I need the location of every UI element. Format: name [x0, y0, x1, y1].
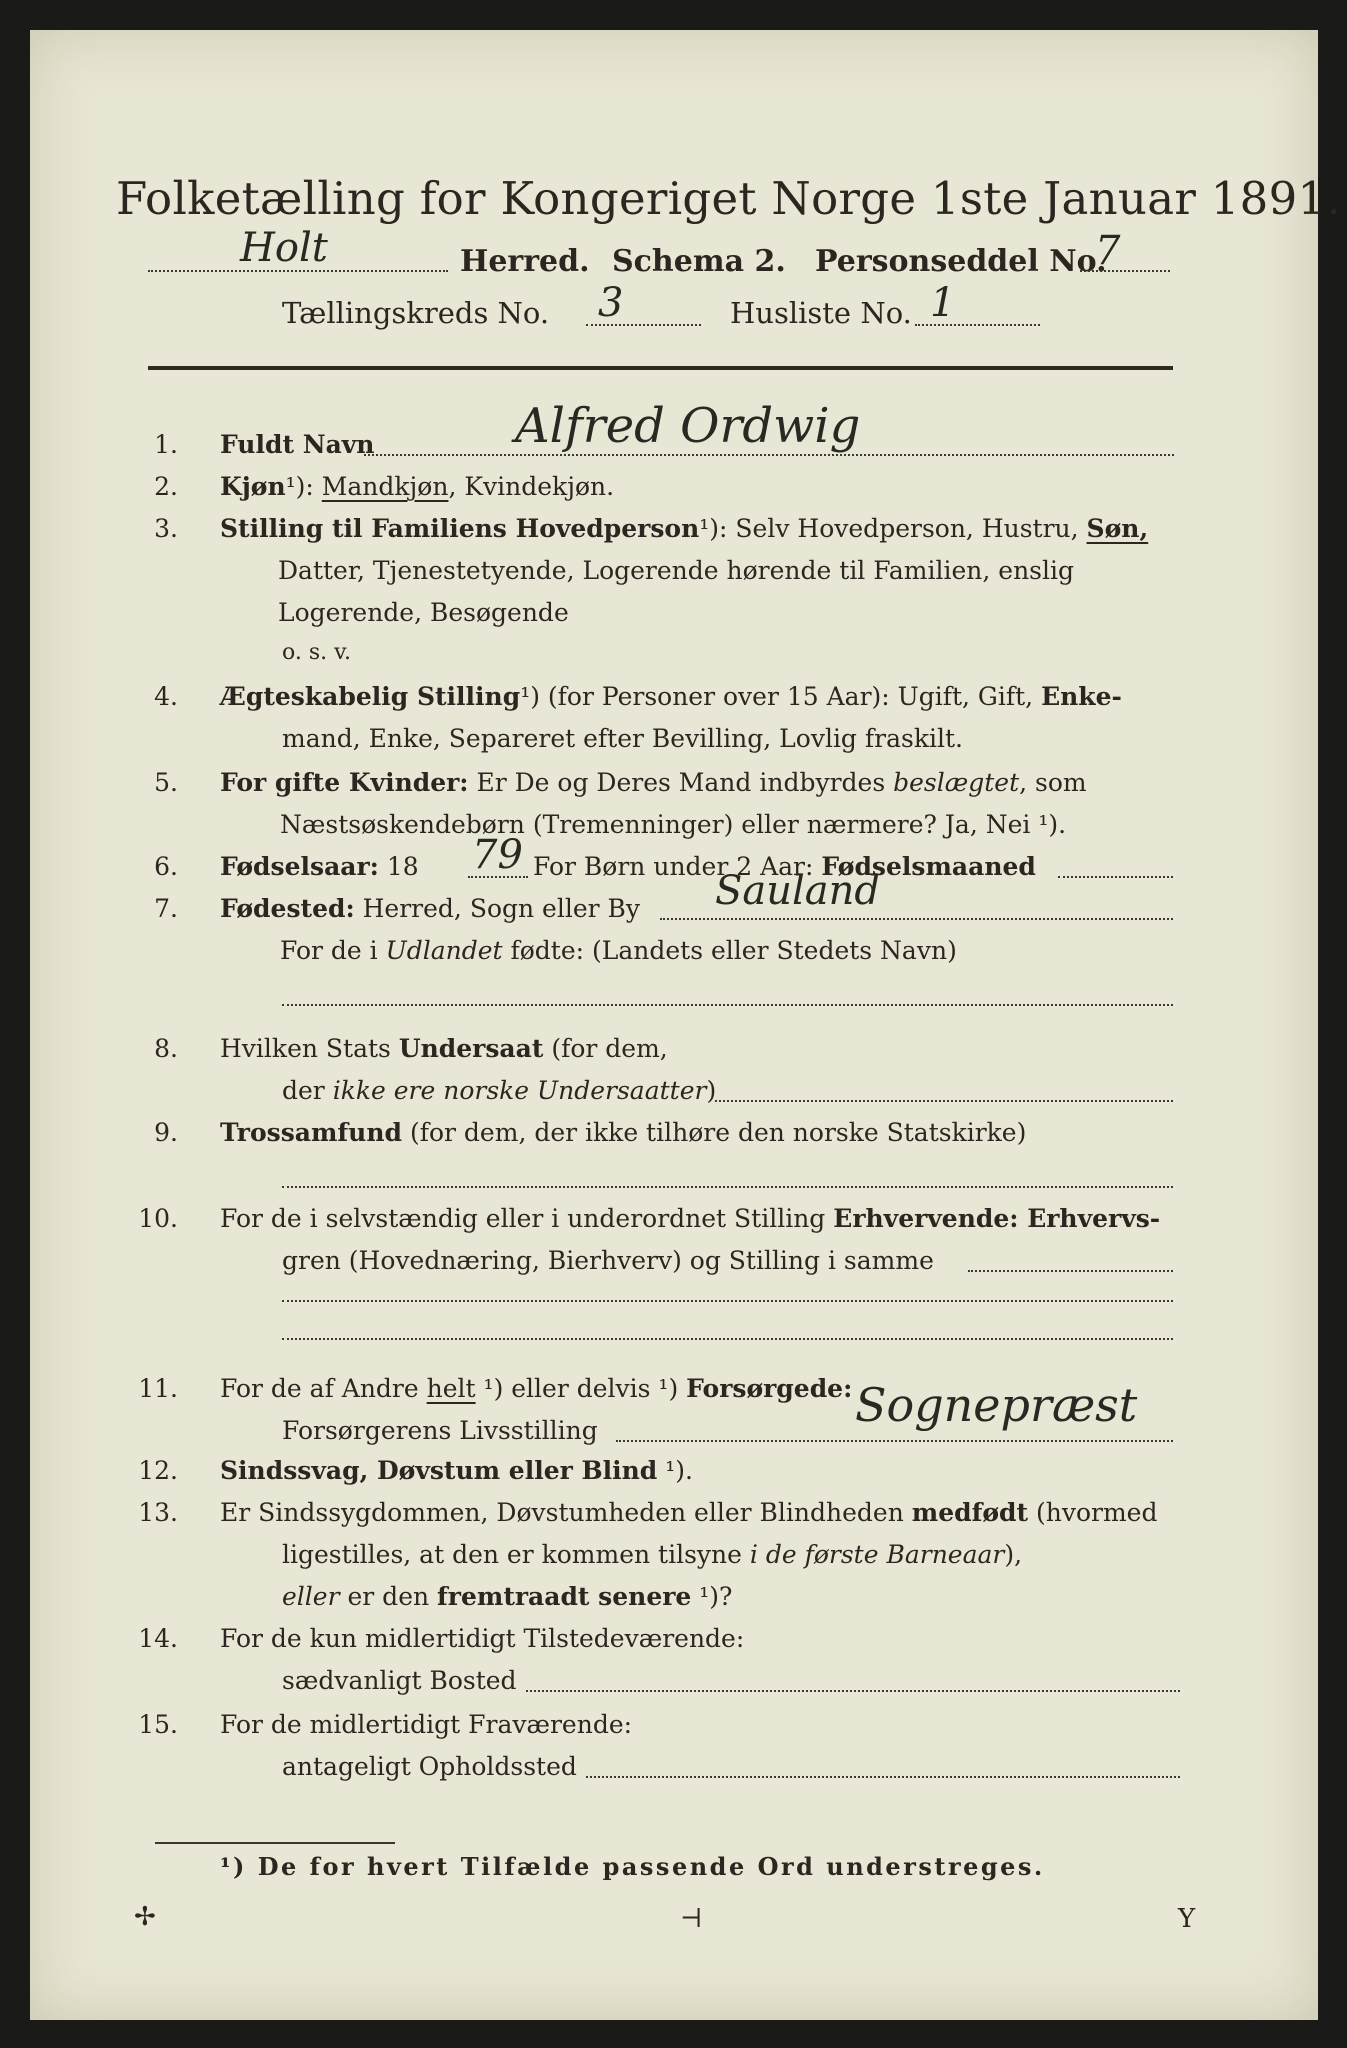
full-name-label: Fuldt Navn — [220, 430, 375, 459]
childhood-prefix: ligestilles, at den er kommen tilsyne — [282, 1540, 750, 1569]
non-norwegian-suffix: ) — [706, 1076, 717, 1105]
item-5-line-1 — [220, 768, 1087, 797]
occupation-prefix: For de i selvstændig eller i underordnet Stilling — [220, 1204, 834, 1233]
item-1-label — [220, 430, 374, 459]
item-10-line-2: gren (Hovednæring, Bierhverv) og Stilling i samme — [282, 1246, 934, 1275]
birthplace-handwritten-value: Sauland — [715, 868, 881, 914]
item-number-3: 3. — [154, 514, 178, 543]
item-number-6: 6. — [154, 852, 178, 881]
usual-residence-dotted-line — [526, 1690, 1180, 1692]
abroad-suffix: fødte: (Landets eller Stedets Navn) — [502, 936, 957, 965]
marital-status-widower: Enke- — [1041, 682, 1122, 711]
item-3-line-3: Logerende, Besøgende — [278, 598, 569, 627]
citizenship-label: Undersaat — [398, 1034, 544, 1063]
married-women-question: Er De og Deres Mand indbyrdes — [468, 768, 894, 797]
item-4-line-1 — [220, 682, 1122, 711]
disability-label: Sindssvag, Døvstum eller Blind — [220, 1456, 658, 1485]
item-12-line — [220, 1456, 693, 1485]
birth-year-handwritten-value: 79 — [472, 832, 523, 878]
personseddel-label: Personseddel No. — [815, 244, 1107, 279]
item-13-line-2 — [282, 1540, 1022, 1569]
item-number-4: 4. — [154, 682, 178, 711]
usual-residence-label: sædvanligt Bosted — [282, 1666, 517, 1695]
probable-residence-dotted-line — [586, 1776, 1180, 1778]
sex-label: Kjøn — [220, 472, 286, 501]
religion-label: Trossamfund — [220, 1118, 403, 1147]
kreds-label: Tællingskreds No. — [282, 296, 550, 330]
related-suffix: , som — [1019, 768, 1087, 797]
full-name-dotted-line — [364, 454, 1174, 456]
family-position-options: ¹): Selv Hovedperson, Hustru, — [699, 514, 1087, 543]
footnote-rule — [155, 1842, 395, 1844]
birthplace-options: Herred, Sogn eller By — [354, 894, 641, 923]
congenital-suffix: (hvormed — [1028, 1498, 1158, 1527]
item-5-line-2: Næstsøskendebørn (Tremenninger) eller nærmere? Ja, Nei ¹). — [280, 810, 1067, 839]
item-3-line-1 — [220, 514, 1148, 543]
schema-label: Schema 2. — [612, 244, 786, 279]
item-9-line — [220, 1118, 1026, 1147]
occupation-branch: Erhvervs- — [1018, 1204, 1161, 1233]
item-number-14: 14. — [138, 1624, 178, 1653]
birth-month-dotted-line — [1058, 876, 1173, 878]
citizenship-dotted-line — [715, 1100, 1173, 1102]
birth-month-label: Fødselsmaaned — [821, 852, 1036, 881]
or-italic: eller — [282, 1582, 340, 1611]
form-title: Folketælling for Kongeriget Norge 1ste Januar 1891. — [116, 172, 1342, 225]
marital-status-label: Ægteskabelig Stilling — [220, 682, 521, 711]
occupation-dotted-line-2 — [282, 1300, 1173, 1302]
item-number-2: 2. — [154, 472, 178, 501]
supporter-occupation-label: Forsørgerens Livsstilling — [282, 1416, 598, 1445]
supported-label: Forsørgede: — [686, 1374, 853, 1403]
item-number-15: 15. — [138, 1710, 178, 1739]
birth-year-label: Fødselsaar: — [220, 852, 379, 881]
probable-residence-label: antageligt Opholdssted — [282, 1752, 577, 1781]
supporter-dotted-line — [616, 1440, 1173, 1442]
item-number-8: 8. — [154, 1034, 178, 1063]
footnote-text: ¹) De for hvert Tilfælde passende Ord understreges. — [220, 1852, 1045, 1881]
personseddel-handwritten-value: 7 — [1095, 228, 1121, 274]
binding-mark-right: Y — [1178, 1904, 1196, 1934]
later-prefix: er den — [339, 1582, 438, 1611]
occupation-dotted-line-1 — [968, 1270, 1173, 1272]
later-label: fremtraadt senere — [437, 1582, 692, 1611]
item-7-line-2 — [280, 936, 957, 965]
sex-male-underlined: Mandkjøn — [321, 472, 449, 501]
disability-footnote-mark: ¹). — [657, 1456, 693, 1485]
item-8-line-1 — [220, 1034, 668, 1063]
item-10-line-1 — [220, 1204, 1160, 1233]
binding-mark-left: ✢ — [134, 1902, 156, 1932]
item-8-line-2 — [282, 1076, 716, 1105]
item-number-9: 9. — [154, 1118, 178, 1147]
item-number-10: 10. — [138, 1204, 178, 1233]
item-2-line — [220, 472, 614, 501]
occupation-label: Erhvervende: — [833, 1204, 1019, 1233]
abroad-dotted-line — [282, 1004, 1173, 1006]
birthplace-dotted-line — [660, 918, 1173, 920]
item-11-line-1 — [220, 1374, 852, 1403]
marital-status-options: ¹) (for Personer over 15 Aar): Ugift, Gift, — [520, 682, 1042, 711]
temporary-present-label: For de kun midlertidigt Tilstedeværende: — [220, 1624, 745, 1653]
occupation-dotted-line-3 — [282, 1338, 1173, 1340]
item-number-12: 12. — [138, 1456, 178, 1485]
congenital-prefix: Er Sindssygdommen, Døvstumheden eller Blindheden — [220, 1498, 912, 1527]
non-norwegian-italic: ikke ere norske Undersaatter — [332, 1076, 707, 1105]
supporter-handwritten-value: Sognepræst — [855, 1378, 1138, 1432]
item-7-line-1 — [220, 894, 640, 923]
religion-dotted-line — [282, 1186, 1173, 1188]
childhood-italic: i de første Barneaar — [749, 1540, 1005, 1569]
item-number-13: 13. — [138, 1498, 178, 1527]
sex-female: , Kvindekjøn. — [448, 472, 615, 501]
supported-partly: ¹) eller delvis ¹) — [475, 1374, 687, 1403]
citizenship-prefix: Hvilken Stats — [220, 1034, 399, 1063]
husliste-handwritten-value: 1 — [930, 280, 956, 326]
item-number-1: 1. — [154, 430, 178, 459]
citizenship-note: (for dem, — [543, 1034, 668, 1063]
related-italic: beslægtet — [893, 768, 1020, 797]
birthplace-label: Fødested: — [220, 894, 355, 923]
herred-handwritten-value: Holt — [240, 225, 328, 271]
sex-footnote-mark: ¹): — [285, 472, 322, 501]
herred-label: Herred. — [460, 244, 590, 279]
birth-month-note: For Børn under 2 Aar: — [533, 852, 822, 881]
non-norwegian-prefix: der — [282, 1076, 333, 1105]
item-13-line-1 — [220, 1498, 1157, 1527]
item-3-line-4: o. s. v. — [282, 640, 351, 665]
temporary-absent-label: For de midlertidigt Fraværende: — [220, 1710, 633, 1739]
religion-note: (for dem, der ikke tilhøre den norske Statskirke) — [402, 1118, 1027, 1147]
header-divider — [148, 366, 1173, 370]
item-number-7: 7. — [154, 894, 178, 923]
item-number-5: 5. — [154, 768, 178, 797]
full-name-handwritten-value: Alfred Ordwig — [515, 398, 861, 454]
binding-mark-center: ⊣ — [680, 1904, 703, 1934]
item-number-11: 11. — [138, 1374, 178, 1403]
husliste-label: Husliste No. — [730, 296, 912, 330]
married-women-label: For gifte Kvinder: — [220, 768, 469, 797]
item-4-line-2: mand, Enke, Separeret efter Bevilling, Lovlig fraskilt. — [282, 724, 963, 753]
birth-year-prefix: 18 — [378, 852, 419, 881]
item-13-line-3 — [282, 1582, 732, 1611]
abroad-italic: Udlandet — [385, 936, 503, 965]
item-6-birth-year — [220, 852, 419, 881]
personseddel-dotted-line — [1080, 270, 1170, 272]
family-position-label: Stilling til Familiens Hovedperson — [220, 514, 700, 543]
item-3-line-2: Datter, Tjenestetyende, Logerende hørende til Familien, enslig — [278, 556, 1075, 585]
kreds-handwritten-value: 3 — [598, 280, 624, 326]
childhood-suffix: ), — [1004, 1540, 1023, 1569]
supported-prefix: For de af Andre — [220, 1374, 427, 1403]
supported-fully-underlined: helt — [426, 1374, 476, 1403]
abroad-prefix: For de i — [280, 936, 386, 965]
family-position-son-underlined: Søn, — [1086, 514, 1149, 543]
congenital-label: medfødt — [911, 1498, 1029, 1527]
later-suffix: ¹)? — [691, 1582, 733, 1611]
